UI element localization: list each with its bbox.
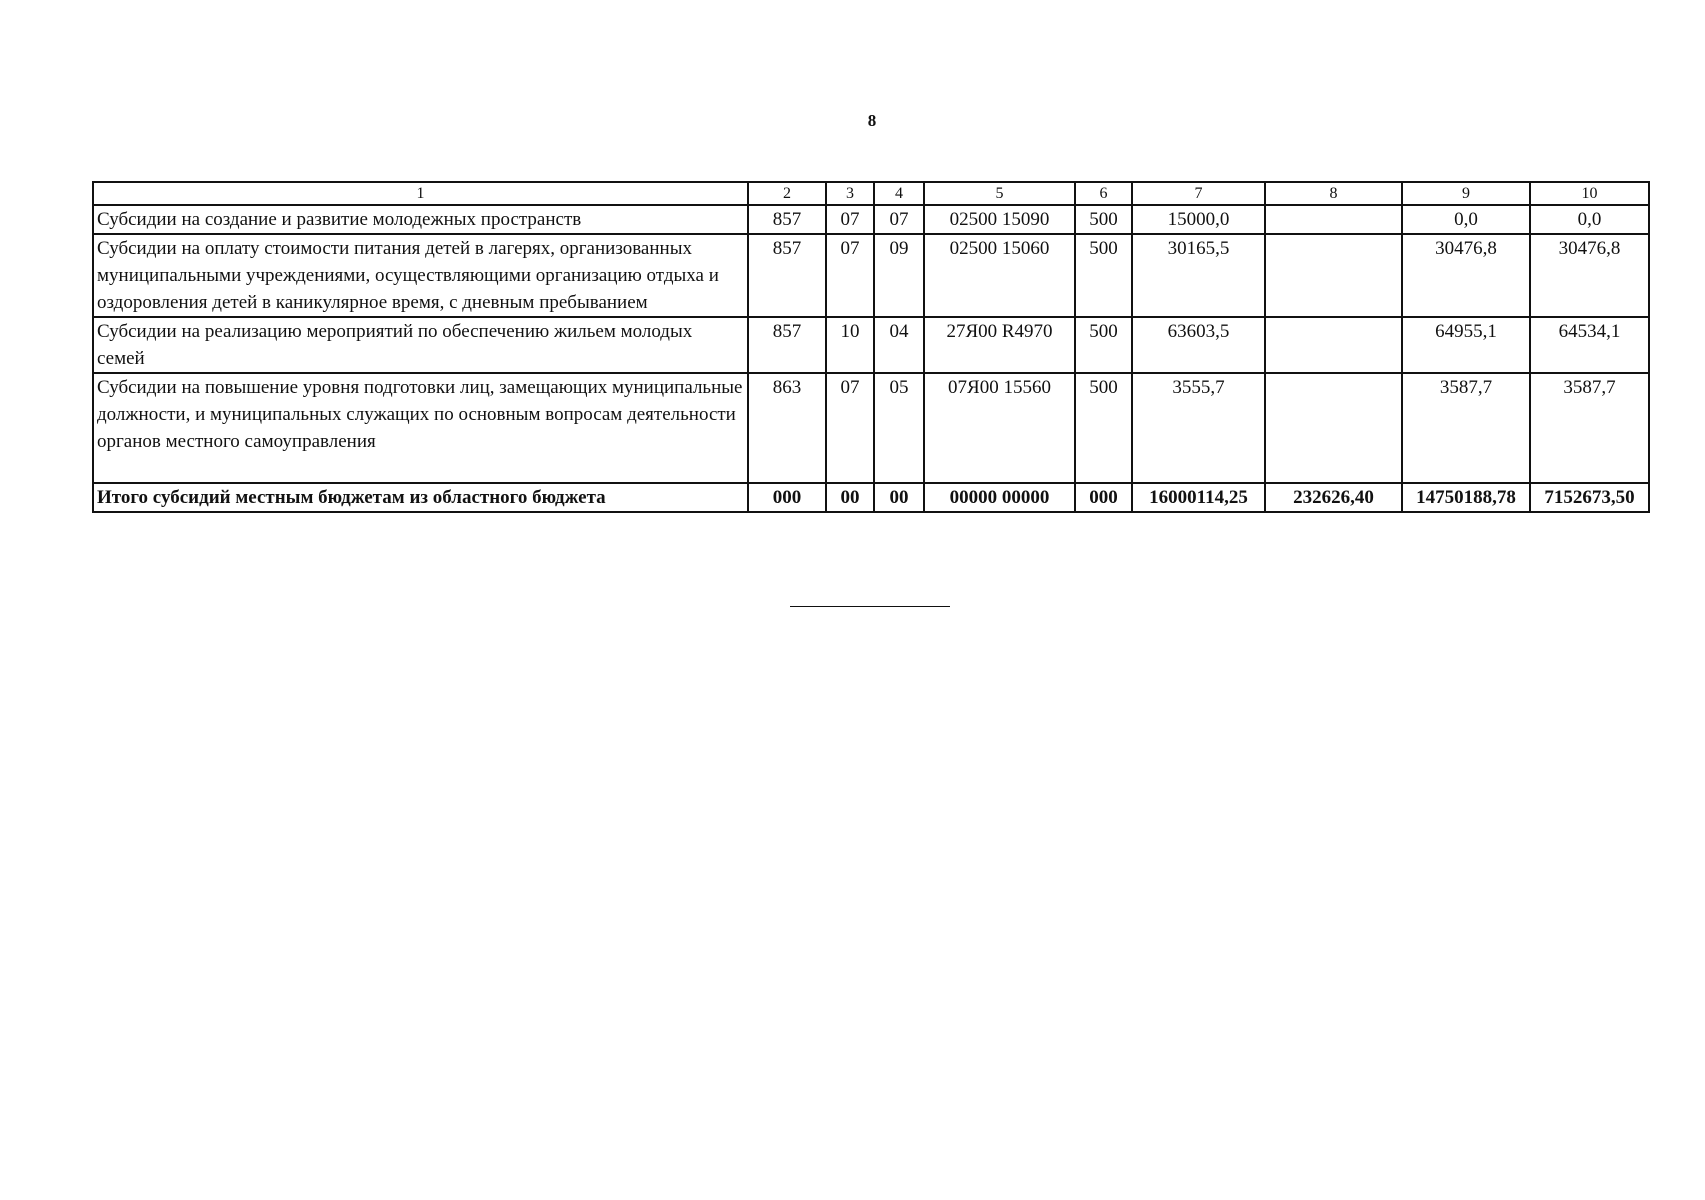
column-header: 10 [1530,182,1649,205]
cell-col-6: 500 [1075,234,1132,317]
cell-col-2: 857 [748,234,826,317]
cell-col-5: 07Я00 15560 [924,373,1075,483]
cell-col-4: 04 [874,317,924,373]
total-col-5: 00000 00000 [924,483,1075,512]
table-row [93,205,1649,234]
table-row [93,373,1649,483]
column-header: 6 [1075,182,1132,205]
cell-col-2: 857 [748,205,826,234]
cell-col-9: 0,0 [1402,205,1530,234]
cell-col-2: 863 [748,373,826,483]
cell-col-9: 30476,8 [1402,234,1530,317]
column-header: 8 [1265,182,1402,205]
page-number: 8 [867,111,877,130]
total-row [93,483,1649,512]
cell-col-6: 500 [1075,317,1132,373]
subsidy-name: Субсидии на оплату стоимости питания детей в лагерях, организованных муниципальными учреждениями, осуществляющими организацию отдыха и оздоровления детей в каникулярное время, с дневным пребыванием [93,234,748,317]
cell-col-5: 02500 15060 [924,234,1075,317]
column-header: 7 [1132,182,1265,205]
subsidy-name: Субсидии на повышение уровня подготовки лиц, замещающих муниципальные должности, и муниципальных служащих по основным вопросам деятельности органов местного самоуправления [93,373,748,483]
total-col-10: 7152673,50 [1530,483,1649,512]
cell-col-6: 500 [1075,373,1132,483]
total-col-2: 000 [748,483,826,512]
cell-col-10: 3587,7 [1530,373,1649,483]
cell-col-5: 27Я00 R4970 [924,317,1075,373]
cell-col-10: 64534,1 [1530,317,1649,373]
cell-col-4: 07 [874,205,924,234]
cell-col-8 [1265,317,1402,373]
cell-col-5: 02500 15090 [924,205,1075,234]
cell-col-8 [1265,373,1402,483]
column-header: 9 [1402,182,1530,205]
cell-col-3: 07 [826,373,874,483]
cell-col-8 [1265,205,1402,234]
cell-col-3: 07 [826,205,874,234]
total-col-3: 00 [826,483,874,512]
cell-col-4: 05 [874,373,924,483]
total-label: Итого субсидий местным бюджетам из областного бюджета [93,483,748,512]
subsidy-name: Субсидии на реализацию мероприятий по обеспечению жильем молодых семей [93,317,748,373]
cell-col-3: 07 [826,234,874,317]
subsidies-table [92,181,1650,513]
table-header-row [93,182,1649,205]
cell-col-7: 3555,7 [1132,373,1265,483]
cell-col-8 [1265,234,1402,317]
cell-col-6: 500 [1075,205,1132,234]
subsidy-name: Субсидии на создание и развитие молодежных пространств [93,205,748,234]
cell-col-9: 64955,1 [1402,317,1530,373]
table-row [93,234,1649,317]
cell-col-10: 0,0 [1530,205,1649,234]
total-col-7: 16000114,25 [1132,483,1265,512]
table-row [93,317,1649,373]
cell-col-10: 30476,8 [1530,234,1649,317]
column-header: 3 [826,182,874,205]
column-header: 5 [924,182,1075,205]
column-header: 2 [748,182,826,205]
cell-col-7: 63603,5 [1132,317,1265,373]
total-col-4: 00 [874,483,924,512]
total-col-8: 232626,40 [1265,483,1402,512]
cell-col-7: 15000,0 [1132,205,1265,234]
total-col-9: 14750188,78 [1402,483,1530,512]
cell-col-4: 09 [874,234,924,317]
cell-col-7: 30165,5 [1132,234,1265,317]
cell-col-2: 857 [748,317,826,373]
cell-col-3: 10 [826,317,874,373]
column-header: 4 [874,182,924,205]
total-col-6: 000 [1075,483,1132,512]
column-header: 1 [93,182,748,205]
cell-col-9: 3587,7 [1402,373,1530,483]
end-divider-line [790,606,950,607]
